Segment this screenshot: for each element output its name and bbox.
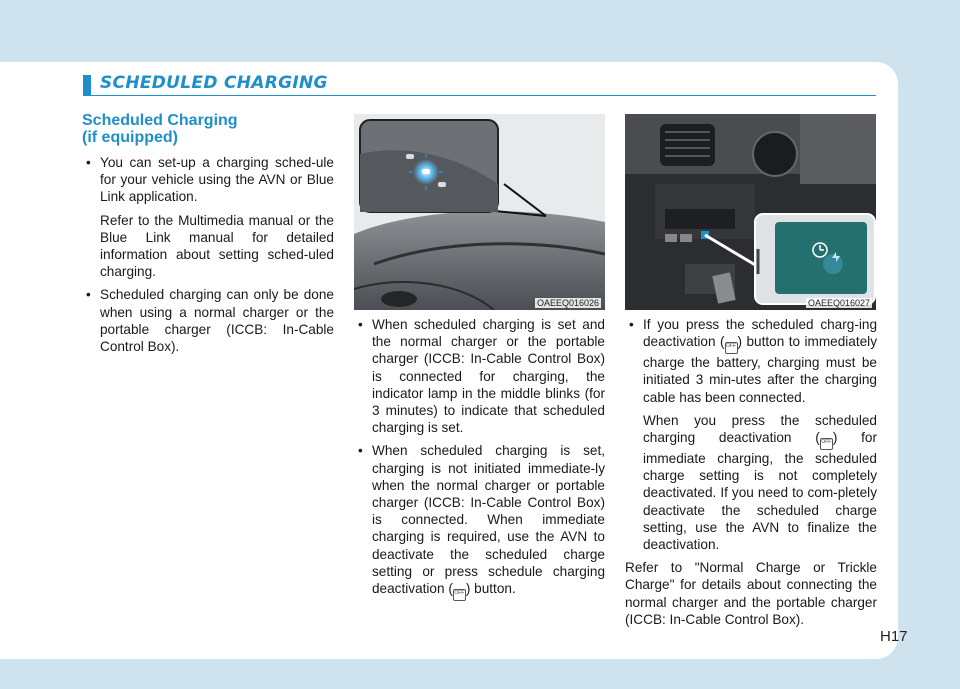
column-2 [354,316,605,607]
paragraph-refer-manual: Refer to the Multimedia manual or the Blue Link manual for detailed information about setting sched-uled charging. [100,212,334,280]
bullet-indicator-blinks: • When scheduled charging is set and the normal charger or the portable charger (ICCB: In-Cable Control Box) is connected for charging, the indicator lamp in the middle blinks (for 3 minutes) to indicate that scheduled charging is set. [354,316,605,436]
schedule-off-icon [725,342,738,354]
schedule-off-icon-label: OFF [454,590,465,597]
paragraph-not-deactivated-text: When you press the scheduled charging deactivation ( [643,412,877,446]
paragraph-not-deactivated [625,412,877,553]
schedule-off-icon [820,438,833,450]
schedule-off-icon-label: OFF [726,343,737,350]
car-hood-illustration [354,114,605,310]
bullet-deactivate-schedule-text: When scheduled charging is set, charging is not initiated immediate-ly when the normal charger or portable charger (ICCB: In-Cable Control Box) is connected. When immediate charging is required, use the AVN to deactivate the scheduled charge setting or press schedule charging deactivation ( [372,443,605,597]
paragraph-refer-normal-charge: Refer to "Normal Charge or Trickle Charge" for details about connecting the normal charger and the portable charger (ICCB: In-Cable Control Box). [625,560,877,627]
bullet-deactivate-schedule [354,442,605,601]
schedule-off-icon-label: OFF [821,439,832,446]
figure-deactivation-button [625,114,876,310]
bullet-press-deactivation [625,316,877,406]
page-number: H17 [880,628,908,645]
bullet-charger-requirement: • Scheduled charging can only be done when using a normal charger or the portable charger (ICCB: In-Cable Control Box). [82,286,334,355]
schedule-off-icon [453,589,466,601]
figure-code-2: OAEEQ016027 [807,298,870,308]
figure-code-1: OAEEQ016026 [536,298,599,308]
bullet-press-deactivation-text: If you press the scheduled charg-ing deactivation ( [643,317,877,350]
header-accent-bar [83,75,91,95]
bullet-deactivate-schedule-tail: ) button. [465,581,516,597]
column-3 [625,316,877,634]
figure-indicator-lamp [354,114,605,310]
bullet-avn-setup: • You can set-up a charging sched-ule for your vehicle using the AVN or Blue Link application. [82,154,334,206]
header-rule [83,95,876,96]
column-1 [82,112,334,361]
dashboard-illustration [625,114,876,310]
section-title [82,112,334,146]
chapter-header-title: SCHEDULED CHARGING [100,73,328,93]
section-title-line2: (if equipped) [82,129,178,146]
paragraph-not-deactivated-tail: ) for immediate charging, the scheduled charge setting is not completely deactivated. If you need to com-pletely deactivate the scheduled charge setting, use the AVN to finalize the deactivation. [643,430,877,553]
section-title-line1: Scheduled Charging [82,112,238,129]
bullet-press-deactivation-tail: ) button to immediately charge the battery, charging must be initiated 3 min-utes after the charging cable has been connected. [643,334,877,405]
